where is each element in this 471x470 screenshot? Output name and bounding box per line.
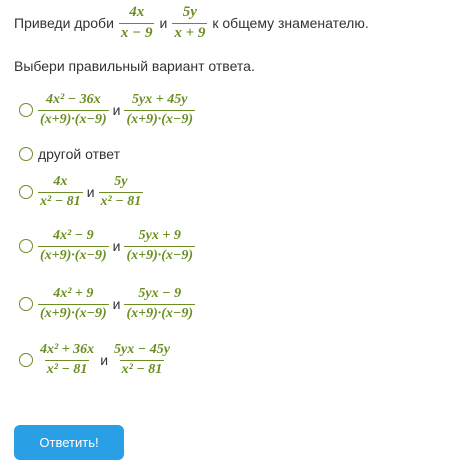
fraction-denominator: x − 9 bbox=[120, 24, 153, 41]
fraction-denominator: (x+9)·(x−9) bbox=[126, 305, 194, 321]
submit-button[interactable]: Ответить! bbox=[14, 425, 124, 460]
option-fraction-1 bbox=[38, 287, 109, 321]
option-conjunction: и bbox=[100, 352, 109, 369]
question-suffix: к общему знаменателю. bbox=[212, 15, 369, 31]
option-fraction-2 bbox=[124, 287, 195, 321]
answer-option-1[interactable] bbox=[19, 93, 195, 127]
option-fraction-1 bbox=[38, 175, 83, 209]
fraction-numerator: 5yx − 45y bbox=[114, 342, 170, 357]
fraction-numerator: 5y bbox=[114, 174, 128, 189]
option-fraction-1 bbox=[38, 229, 109, 263]
option-label: другой ответ bbox=[38, 146, 120, 162]
radio-button[interactable] bbox=[19, 239, 33, 253]
fraction-numerator: 5yx + 9 bbox=[138, 228, 181, 243]
fraction-numerator: 5y bbox=[182, 3, 197, 20]
fraction-denominator: x² − 81 bbox=[46, 361, 88, 377]
radio-button[interactable] bbox=[19, 297, 33, 311]
fraction-numerator: 5yx + 45y bbox=[132, 92, 188, 107]
question-fraction-2 bbox=[172, 5, 207, 42]
fraction-denominator: x² − 81 bbox=[40, 193, 81, 209]
question-text bbox=[14, 0, 369, 46]
option-fraction-1 bbox=[38, 343, 96, 377]
answer-option-2[interactable] bbox=[19, 146, 120, 162]
option-fraction-1 bbox=[38, 93, 109, 127]
fraction-denominator: x² − 81 bbox=[100, 193, 142, 209]
option-conjunction: и bbox=[112, 238, 121, 255]
radio-button[interactable] bbox=[19, 103, 33, 117]
fraction-denominator: x² − 81 bbox=[121, 361, 163, 377]
fraction-denominator: (x+9)·(x−9) bbox=[40, 247, 107, 263]
question-conjunction: и bbox=[159, 15, 168, 31]
option-conjunction: и bbox=[112, 102, 121, 119]
option-fraction-2 bbox=[112, 343, 172, 377]
radio-button[interactable] bbox=[19, 353, 33, 367]
fraction-numerator: 5yx − 9 bbox=[138, 286, 182, 301]
option-conjunction: и bbox=[112, 296, 121, 313]
fraction-denominator: (x+9)·(x−9) bbox=[126, 111, 194, 127]
fraction-numerator: 4x² − 9 bbox=[52, 228, 94, 243]
fraction-denominator: (x+9)·(x−9) bbox=[40, 305, 107, 321]
instruction-text: Выбери правильный вариант ответа. bbox=[14, 58, 255, 74]
fraction-denominator: (x+9)·(x−9) bbox=[126, 247, 194, 263]
fraction-numerator: 4x² − 36x bbox=[45, 92, 101, 107]
fraction-numerator: 4x bbox=[53, 174, 68, 189]
fraction-denominator: x + 9 bbox=[174, 24, 206, 41]
option-conjunction: и bbox=[86, 184, 95, 201]
fraction-numerator: 4x² + 9 bbox=[53, 286, 94, 301]
radio-button[interactable] bbox=[19, 147, 33, 161]
question-prefix: Приведи дроби bbox=[14, 15, 114, 31]
fraction-numerator: 4x bbox=[129, 3, 145, 20]
answer-option-4[interactable] bbox=[19, 229, 195, 263]
answer-option-6[interactable] bbox=[19, 343, 172, 377]
option-fraction-2 bbox=[124, 229, 195, 263]
fraction-denominator: (x+9)·(x−9) bbox=[40, 111, 107, 127]
radio-button[interactable] bbox=[19, 185, 33, 199]
fraction-numerator: 4x² + 36x bbox=[40, 342, 95, 357]
answer-option-3[interactable] bbox=[19, 175, 143, 209]
question-fraction-1 bbox=[119, 5, 155, 42]
option-fraction-2 bbox=[99, 175, 144, 209]
option-fraction-2 bbox=[124, 93, 195, 127]
answer-option-5[interactable] bbox=[19, 287, 195, 321]
